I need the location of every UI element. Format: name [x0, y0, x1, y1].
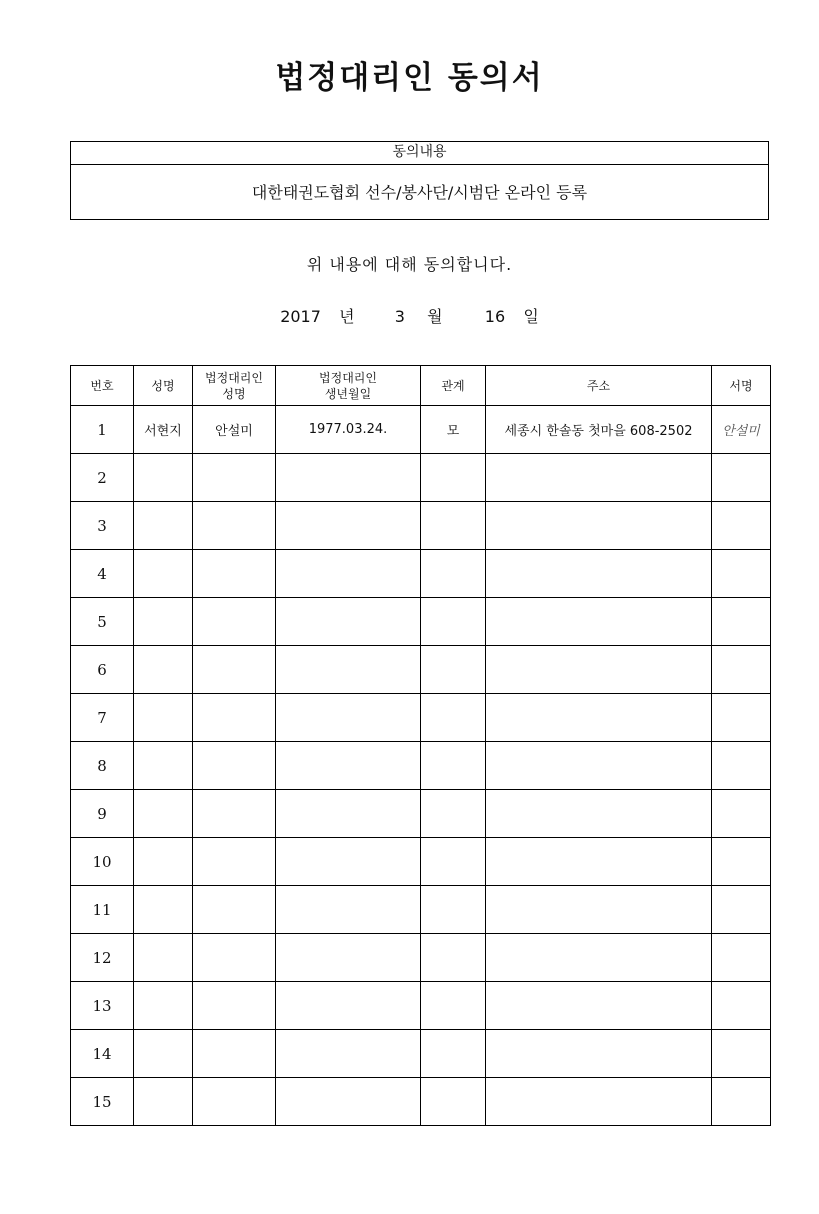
- cell-address: [486, 934, 712, 982]
- cell-guardian-birth: [276, 1078, 421, 1126]
- date-day: 16: [484, 307, 506, 326]
- cell-signature: [712, 982, 771, 1030]
- cell-guardian-birth: [276, 1030, 421, 1078]
- document-title: 법정대리인 동의서: [275, 60, 544, 96]
- cell-relation: [421, 1078, 486, 1126]
- consent-date: [0, 304, 819, 327]
- cell-guardian-name: [193, 454, 276, 502]
- cell-signature: 안설미: [712, 406, 771, 454]
- cell-name: [134, 646, 193, 694]
- cell-name: [134, 742, 193, 790]
- cell-address: 세종시 한솔동 첫마을 608-2502: [486, 406, 712, 454]
- cell-number: 6: [71, 646, 134, 694]
- cell-number: 4: [71, 550, 134, 598]
- table-row: [71, 502, 771, 550]
- cell-guardian-name: [193, 742, 276, 790]
- cell-address: [486, 550, 712, 598]
- cell-guardian-birth: 1977.03.24.: [276, 406, 421, 454]
- cell-relation: [421, 646, 486, 694]
- cell-signature: [712, 550, 771, 598]
- table-row: [71, 598, 771, 646]
- cell-number: 13: [71, 982, 134, 1030]
- cell-address: [486, 742, 712, 790]
- cell-address: [486, 502, 712, 550]
- header-guardian-birth-line2: 생년월일: [324, 386, 372, 401]
- cell-address: [486, 454, 712, 502]
- table-row: [71, 694, 771, 742]
- cell-address: [486, 1078, 712, 1126]
- cell-number: 3: [71, 502, 134, 550]
- cell-signature: [712, 838, 771, 886]
- cell-address: [486, 598, 712, 646]
- cell-address: [486, 886, 712, 934]
- cell-relation: 모: [421, 406, 486, 454]
- cell-relation: [421, 838, 486, 886]
- cell-number: 5: [71, 598, 134, 646]
- cell-relation: [421, 934, 486, 982]
- guardian-roster-table: [70, 365, 771, 1126]
- cell-guardian-name: [193, 1078, 276, 1126]
- cell-name: [134, 502, 193, 550]
- table-row: [71, 646, 771, 694]
- cell-name: [134, 694, 193, 742]
- cell-signature: [712, 598, 771, 646]
- cell-guardian-name: [193, 886, 276, 934]
- header-name: 성명: [134, 366, 193, 406]
- cell-number: 12: [71, 934, 134, 982]
- header-address: 주소: [486, 366, 712, 406]
- cell-guardian-name: [193, 1030, 276, 1078]
- cell-name: [134, 1078, 193, 1126]
- cell-number: 15: [71, 1078, 134, 1126]
- cell-signature: [712, 646, 771, 694]
- cell-number: 10: [71, 838, 134, 886]
- date-month-unit: 월: [427, 307, 443, 326]
- cell-address: [486, 1030, 712, 1078]
- date-day-unit: 일: [523, 307, 539, 326]
- cell-relation: [421, 886, 486, 934]
- agreement-text: 위 내용에 대해 동의합니다.: [306, 255, 513, 274]
- cell-guardian-birth: [276, 982, 421, 1030]
- cell-signature: [712, 742, 771, 790]
- table-row: [71, 982, 771, 1030]
- header-guardian-birth: [276, 366, 421, 406]
- table-row: [71, 1030, 771, 1078]
- consent-box-content: 대한태권도협회 선수/봉사단/시범단 온라인 등록: [251, 183, 588, 202]
- header-guardian-birth-line1: 법정대리인: [319, 370, 377, 385]
- cell-address: [486, 790, 712, 838]
- cell-signature: [712, 886, 771, 934]
- cell-guardian-birth: [276, 646, 421, 694]
- cell-name: [134, 838, 193, 886]
- cell-guardian-name: [193, 934, 276, 982]
- cell-relation: [421, 694, 486, 742]
- cell-name: [134, 598, 193, 646]
- cell-guardian-birth: [276, 886, 421, 934]
- table-row: [71, 838, 771, 886]
- cell-guardian-name: [193, 790, 276, 838]
- cell-number: 9: [71, 790, 134, 838]
- date-year: 2017: [280, 307, 321, 326]
- header-guardian-name: [193, 366, 276, 406]
- cell-guardian-birth: [276, 742, 421, 790]
- header-guardian-name-line1: 법정대리인: [205, 370, 263, 385]
- cell-signature: [712, 694, 771, 742]
- cell-guardian-birth: [276, 838, 421, 886]
- table-row: [71, 934, 771, 982]
- cell-number: 7: [71, 694, 134, 742]
- cell-address: [486, 838, 712, 886]
- table-row: [71, 886, 771, 934]
- cell-relation: [421, 502, 486, 550]
- cell-name: [134, 550, 193, 598]
- header-signature: 서명: [712, 366, 771, 406]
- cell-guardian-name: [193, 598, 276, 646]
- consent-box-header: 동의내용: [71, 142, 768, 165]
- cell-guardian-name: [193, 646, 276, 694]
- cell-guardian-name: [193, 982, 276, 1030]
- cell-guardian-birth: [276, 502, 421, 550]
- header-relation: 관계: [421, 366, 486, 406]
- cell-number: 8: [71, 742, 134, 790]
- cell-signature: [712, 502, 771, 550]
- cell-guardian-name: 안설미: [193, 406, 276, 454]
- table-row: [71, 454, 771, 502]
- cell-guardian-birth: [276, 550, 421, 598]
- table-header-row: [71, 366, 771, 406]
- cell-relation: [421, 790, 486, 838]
- cell-address: [486, 982, 712, 1030]
- cell-name: [134, 982, 193, 1030]
- cell-guardian-birth: [276, 454, 421, 502]
- cell-address: [486, 694, 712, 742]
- cell-guardian-name: [193, 502, 276, 550]
- cell-name: [134, 454, 193, 502]
- cell-relation: [421, 1030, 486, 1078]
- cell-signature: [712, 1030, 771, 1078]
- cell-guardian-birth: [276, 694, 421, 742]
- cell-number: 2: [71, 454, 134, 502]
- header-guardian-name-line2: 성명: [222, 386, 246, 401]
- cell-signature: [712, 454, 771, 502]
- cell-guardian-birth: [276, 934, 421, 982]
- cell-guardian-name: [193, 694, 276, 742]
- header-number: 번호: [71, 366, 134, 406]
- cell-name: 서현지: [134, 406, 193, 454]
- table-row: [71, 742, 771, 790]
- cell-guardian-birth: [276, 598, 421, 646]
- cell-relation: [421, 982, 486, 1030]
- cell-relation: [421, 742, 486, 790]
- cell-relation: [421, 550, 486, 598]
- cell-guardian-name: [193, 550, 276, 598]
- date-month: 3: [394, 307, 405, 326]
- cell-address: [486, 646, 712, 694]
- cell-relation: [421, 598, 486, 646]
- cell-signature: [712, 790, 771, 838]
- table-row: [71, 1078, 771, 1126]
- date-year-unit: 년: [339, 307, 355, 326]
- cell-name: [134, 790, 193, 838]
- table-row: [71, 406, 771, 454]
- cell-signature: [712, 934, 771, 982]
- table-row: [71, 550, 771, 598]
- cell-name: [134, 1030, 193, 1078]
- cell-name: [134, 934, 193, 982]
- cell-number: 14: [71, 1030, 134, 1078]
- cell-number: 11: [71, 886, 134, 934]
- cell-signature: [712, 1078, 771, 1126]
- cell-relation: [421, 454, 486, 502]
- table-row: [71, 790, 771, 838]
- cell-number: 1: [71, 406, 134, 454]
- cell-guardian-birth: [276, 790, 421, 838]
- cell-guardian-name: [193, 838, 276, 886]
- cell-name: [134, 886, 193, 934]
- consent-box: [70, 141, 769, 220]
